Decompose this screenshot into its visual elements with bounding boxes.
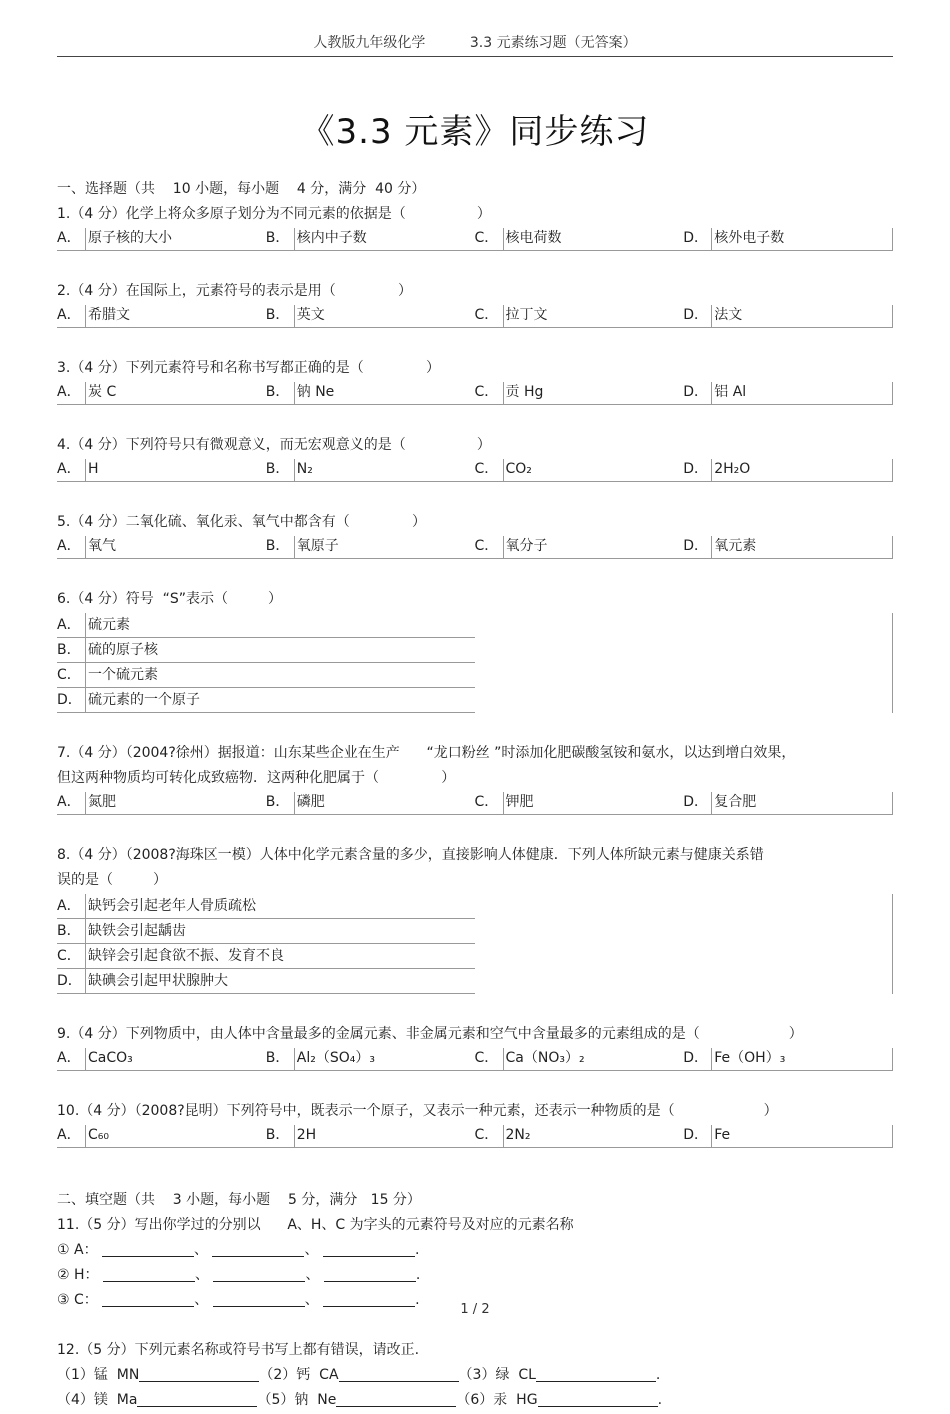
- answer-blank[interactable]: [212, 1244, 304, 1257]
- question-text: 7.（4 分）（2004?徐州）据报道：山东某些企业在生产 “龙口粉丝 ”时添加化肥碳酸氢铵和氨水，以达到增白效果，: [57, 745, 796, 761]
- option-text: Al₂（SO₄）₃: [294, 1048, 475, 1070]
- option-label: D．: [683, 230, 709, 246]
- question-2: [57, 280, 893, 357]
- option-text: 一个硫元素: [85, 663, 475, 687]
- option-c[interactable]: [475, 1125, 684, 1147]
- header-left: 人教版九年级化学: [313, 35, 426, 51]
- option-text: 氮肥: [85, 792, 266, 814]
- option-text: 氧元素: [711, 536, 892, 558]
- option-c[interactable]: [475, 459, 684, 481]
- separator: .: [655, 1367, 661, 1383]
- option-a[interactable]: [57, 792, 266, 814]
- option-group: [57, 228, 893, 251]
- fill-row: [57, 1239, 893, 1264]
- question-4: [57, 434, 893, 511]
- section-fill-heading: 二、填空题（共 3 小题，每小题 5 分，满分 15 分）: [57, 1192, 421, 1208]
- option-label: D．: [683, 1050, 709, 1066]
- option-a[interactable]: [57, 459, 266, 481]
- question-text-cont: 但这两种物质均可转化成致癌物．这两种化肥属于（ ）: [57, 770, 456, 786]
- option-group: [57, 1048, 893, 1071]
- option-text: 原子核的大小: [85, 228, 266, 250]
- answer-blank[interactable]: [102, 1244, 194, 1257]
- option-text: 核内中子数: [294, 228, 475, 250]
- option-label: D．: [683, 538, 709, 554]
- option-b[interactable]: [266, 1048, 475, 1070]
- option-d[interactable]: [57, 969, 475, 994]
- option-text: 炭 C: [85, 382, 266, 404]
- answer-blank[interactable]: [536, 1369, 656, 1382]
- option-b[interactable]: [57, 919, 475, 944]
- separator: 、: [304, 1242, 323, 1258]
- option-label: C．: [474, 794, 499, 810]
- option-label: A．: [57, 307, 81, 323]
- option-label: C．: [57, 948, 81, 964]
- separator: .: [415, 1267, 421, 1283]
- option-b[interactable]: [266, 382, 475, 404]
- q11-text: 11.（5 分）写出你学过的分别以 A、H、C 为字头的元素符号及对应的元素名称: [57, 1217, 574, 1233]
- option-text: 贡 Hg: [503, 382, 684, 404]
- separator: .: [415, 1292, 420, 1308]
- fill-row-label: ③ C：: [57, 1292, 103, 1308]
- option-text: 硫元素: [85, 613, 475, 637]
- option-label: A．: [57, 794, 81, 810]
- option-c[interactable]: [475, 228, 684, 250]
- answer-blank[interactable]: [323, 1244, 415, 1257]
- option-label: A．: [57, 230, 81, 246]
- correction-label: （2）钙 CA: [259, 1367, 339, 1383]
- option-text: CO₂: [503, 459, 684, 481]
- option-d[interactable]: [683, 305, 892, 327]
- option-b[interactable]: [266, 536, 475, 558]
- option-d[interactable]: [57, 688, 475, 713]
- option-text: 2N₂: [503, 1125, 684, 1147]
- option-text: 氧原子: [294, 536, 475, 558]
- fill-row: [57, 1364, 893, 1389]
- option-group: [57, 305, 893, 328]
- option-label: D．: [683, 1127, 709, 1143]
- separator: 、: [194, 1292, 213, 1308]
- answer-blank[interactable]: [336, 1394, 456, 1407]
- separator: 、: [305, 1267, 324, 1283]
- option-text: Fe: [711, 1125, 892, 1147]
- option-text: 氧分子: [503, 536, 684, 558]
- option-label: C．: [474, 307, 499, 323]
- question-text: 3.（4 分）下列元素符号和名称书写都正确的是（ ）: [57, 360, 441, 376]
- q12-rows: [57, 1364, 893, 1414]
- option-c[interactable]: [57, 944, 475, 969]
- option-label: D．: [57, 692, 82, 708]
- option-c[interactable]: [57, 663, 475, 688]
- option-group: [57, 459, 893, 482]
- option-label: C．: [474, 538, 499, 554]
- separator: .: [657, 1392, 663, 1408]
- answer-blank[interactable]: [339, 1369, 459, 1382]
- option-text: 法文: [711, 305, 892, 327]
- option-d[interactable]: [683, 792, 892, 814]
- option-c[interactable]: [475, 792, 684, 814]
- option-group: [57, 792, 893, 815]
- option-c[interactable]: [475, 1048, 684, 1070]
- separator: 、: [304, 1292, 324, 1308]
- section-choice-heading: 一、选择题（共 10 小题，每小题 4 分，满分 40 分）: [57, 181, 426, 197]
- header-right: 3.3 元素练习题（无答案）: [469, 35, 637, 51]
- correction-label: （5）钠 Ne: [257, 1392, 337, 1408]
- option-text: 缺钙会引起老年人骨质疏松: [85, 894, 475, 918]
- option-text: Ca（NO₃）₂: [503, 1048, 684, 1070]
- question-text-cont: 误的是（ ）: [57, 872, 168, 888]
- option-text: 英文: [294, 305, 475, 327]
- option-d[interactable]: [683, 536, 892, 558]
- separator: 、: [194, 1242, 213, 1258]
- option-label: B．: [265, 307, 290, 323]
- option-text: 铝 Al: [711, 382, 892, 404]
- correction-label: （1）锰 MN: [57, 1367, 140, 1383]
- option-d[interactable]: [683, 382, 892, 404]
- option-c[interactable]: [475, 305, 684, 327]
- option-text: 钾肥: [503, 792, 684, 814]
- option-d[interactable]: [683, 228, 892, 250]
- option-text: 缺锌会引起食欲不振、发育不良: [85, 944, 475, 968]
- option-label: D．: [683, 307, 709, 323]
- option-label: C．: [474, 384, 499, 400]
- question-text: 8.（4 分）（2008?海珠区一模）人体中化学元素含量的多少，直接影响人体健康．下列人体所缺元素与健康关系错: [57, 847, 764, 863]
- option-label: C．: [474, 461, 499, 477]
- question-8: [57, 844, 893, 1023]
- option-label: A．: [57, 1050, 81, 1066]
- option-text: 复合肥: [711, 792, 892, 814]
- question-list: [57, 203, 893, 1160]
- option-label: B．: [265, 1050, 290, 1066]
- option-text: C₆₀: [85, 1125, 266, 1147]
- option-label: B．: [265, 461, 290, 477]
- fill-row: [57, 1389, 893, 1414]
- fill-row: [57, 1264, 893, 1289]
- option-label: C．: [474, 230, 499, 246]
- option-b[interactable]: [266, 305, 475, 327]
- option-text: 2H: [294, 1125, 475, 1147]
- option-text: 希腊文: [85, 305, 266, 327]
- correction-label: （6）汞 HG: [456, 1392, 538, 1408]
- fill-row-label: ① A：: [57, 1242, 103, 1258]
- option-text: 2H₂O: [711, 459, 892, 481]
- option-text: 核电荷数: [503, 228, 684, 250]
- option-text: 硫元素的一个原子: [85, 688, 475, 712]
- option-d[interactable]: [683, 459, 892, 481]
- question-text: 4.（4 分）下列符号只有微观意义，而无宏观意义的是（ ）: [57, 437, 491, 453]
- option-label: D．: [683, 794, 709, 810]
- option-label: A．: [57, 1127, 81, 1143]
- option-label: A．: [57, 538, 81, 554]
- option-label: B．: [265, 538, 290, 554]
- option-label: A．: [57, 461, 81, 477]
- option-label: B．: [57, 923, 81, 939]
- correction-label: （3）绿 CL: [458, 1367, 536, 1383]
- question-10: [57, 1100, 893, 1160]
- option-label: C．: [474, 1127, 499, 1143]
- option-a[interactable]: [57, 613, 475, 638]
- option-label: A．: [57, 898, 81, 914]
- option-d[interactable]: [683, 1125, 892, 1147]
- question-text: 1.（4 分）化学上将众多原子划分为不同元素的依据是（ ）: [57, 206, 491, 222]
- separator: .: [414, 1242, 420, 1258]
- option-label: D．: [683, 461, 709, 477]
- option-text: 缺碘会引起甲状腺肿大: [85, 969, 475, 993]
- correction-label: （4）镁 Ma: [57, 1392, 138, 1408]
- option-text: 钠 Ne: [294, 382, 475, 404]
- option-b[interactable]: [57, 638, 475, 663]
- option-label: A．: [57, 384, 81, 400]
- option-b[interactable]: [266, 1125, 475, 1147]
- option-text: 核外电子数: [711, 228, 892, 250]
- option-a[interactable]: [57, 382, 266, 404]
- option-a[interactable]: [57, 1125, 266, 1147]
- option-text: 硫的原子核: [85, 638, 475, 662]
- option-text: 磷肥: [294, 792, 475, 814]
- option-group: [57, 613, 893, 713]
- option-text: CaCO₃: [85, 1048, 266, 1070]
- option-label: B．: [265, 1127, 290, 1143]
- option-text: H: [85, 459, 266, 481]
- question-text: 6.（4 分）符号 “S”表示（ ）: [57, 591, 283, 607]
- q12-text: 12.（5 分）下列元素名称或符号书写上都有错误，请改正.: [57, 1342, 420, 1358]
- answer-blank[interactable]: [538, 1394, 658, 1407]
- option-a[interactable]: [57, 1048, 266, 1070]
- question-5: [57, 511, 893, 588]
- option-a[interactable]: [57, 536, 266, 558]
- option-a[interactable]: [57, 305, 266, 327]
- question-text: 9.（4 分）下列物质中，由人体中含量最多的金属元素、非金属元素和空气中含量最多的元素组成的是（ ）: [57, 1026, 803, 1042]
- page-title: 《3.3 元素》同步练习: [300, 112, 650, 152]
- page-number: 1 / 2: [460, 1302, 490, 1317]
- fill-row-label: ② H：: [57, 1267, 103, 1283]
- separator: 、: [194, 1267, 214, 1283]
- option-label: C．: [57, 667, 81, 683]
- option-a[interactable]: [57, 228, 266, 250]
- option-text: N₂: [294, 459, 475, 481]
- option-d[interactable]: [683, 1048, 892, 1070]
- option-label: B．: [265, 794, 290, 810]
- question-3: [57, 357, 893, 434]
- option-label: B．: [265, 230, 290, 246]
- answer-blank[interactable]: [103, 1269, 195, 1282]
- option-group: [57, 382, 893, 405]
- option-b[interactable]: [266, 792, 475, 814]
- option-label: A．: [57, 617, 81, 633]
- option-a[interactable]: [57, 894, 475, 919]
- option-group: [57, 894, 893, 994]
- option-text: 氧气: [85, 536, 266, 558]
- option-group: [57, 536, 893, 559]
- option-group: [57, 1125, 893, 1148]
- question-text: 10.（4 分）（2008?昆明）下列符号中，既表示一个原子，又表示一种元素，还表示一种物质的是（ ）: [57, 1103, 778, 1119]
- answer-blank[interactable]: [213, 1269, 305, 1282]
- option-label: B．: [57, 642, 81, 658]
- answer-blank[interactable]: [139, 1369, 259, 1382]
- question-text: 2.（4 分）在国际上，元素符号的表示是用（ ）: [57, 283, 413, 299]
- question-9: [57, 1023, 893, 1100]
- question-text: 5.（4 分）二氧化硫、氧化汞、氧气中都含有（ ）: [57, 514, 427, 530]
- question-6: [57, 588, 893, 742]
- option-b[interactable]: [266, 228, 475, 250]
- answer-blank[interactable]: [324, 1269, 416, 1282]
- option-label: B．: [265, 384, 290, 400]
- option-label: D．: [683, 384, 709, 400]
- option-label: D．: [57, 973, 82, 989]
- option-b[interactable]: [266, 459, 475, 481]
- option-text: 缺铁会引起龋齿: [85, 919, 475, 943]
- page-header: [57, 32, 893, 57]
- option-label: C．: [474, 1050, 499, 1066]
- question-7: [57, 742, 893, 844]
- option-c[interactable]: [475, 382, 684, 404]
- option-text: Fe（OH）₃: [711, 1048, 892, 1070]
- answer-blank[interactable]: [137, 1394, 257, 1407]
- question-1: [57, 203, 893, 280]
- option-c[interactable]: [475, 536, 684, 558]
- option-text: 拉丁文: [503, 305, 684, 327]
- exercise-content: [57, 178, 893, 1414]
